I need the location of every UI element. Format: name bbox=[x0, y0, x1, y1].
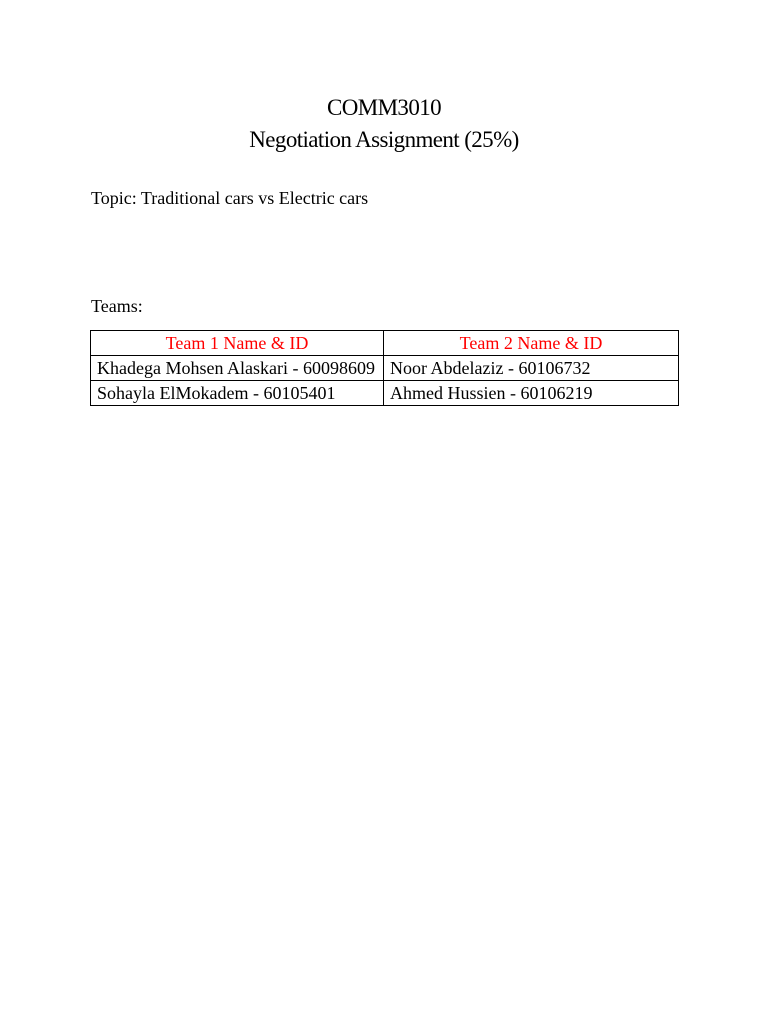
teams-label: Teams: bbox=[91, 296, 143, 316]
assignment-title: Negotiation Assignment (25%) bbox=[249, 127, 519, 152]
course-code: COMM3010 bbox=[326, 95, 442, 120]
topic-line: Topic: Traditional cars vs Electric cars bbox=[91, 188, 369, 208]
table-row bbox=[91, 381, 679, 406]
table-row bbox=[91, 356, 679, 381]
team-2-header: Team 2 Name & ID bbox=[384, 331, 679, 356]
document-title bbox=[0, 92, 768, 156]
team-1-member-cell: Sohayla ElMokadem - 60105401 bbox=[91, 381, 384, 406]
team-1-member-cell: Khadega Mohsen Alaskari - 60098609 bbox=[91, 356, 384, 381]
team-1-header: Team 1 Name & ID bbox=[91, 331, 384, 356]
team-2-member-cell: Noor Abdelaziz - 60106732 bbox=[384, 356, 679, 381]
table-header-row bbox=[91, 331, 679, 356]
team-2-member-cell: Ahmed Hussien - 60106219 bbox=[384, 381, 679, 406]
teams-table bbox=[90, 330, 679, 406]
